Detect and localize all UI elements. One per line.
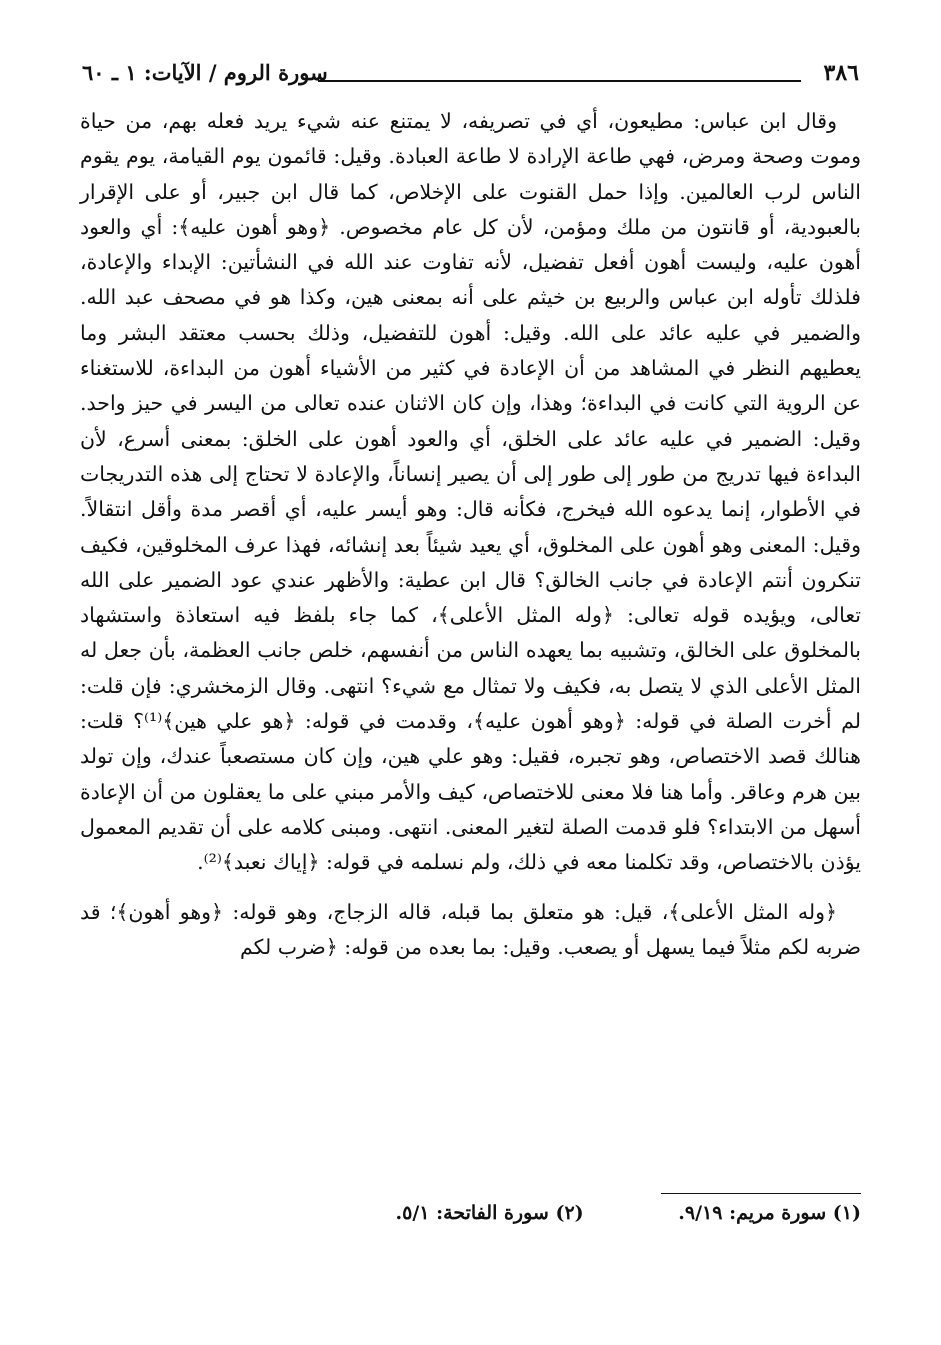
header-rule — [318, 80, 801, 82]
running-title: سورة الروم / الآيات: ١ ـ ٦٠ — [82, 60, 328, 85]
footnote-1: (١) سورة مريم: ٩/١٩. — [678, 1202, 861, 1224]
page-header — [82, 58, 859, 94]
footnotes — [80, 1202, 861, 1224]
footnote-2: (٢) سورة الفاتحة: ٥/١. — [395, 1202, 584, 1224]
paragraph-2: ﴿وله المثل الأعلى﴾، قيل: هو متعلق بما قبله، قاله الزجاج، وهو قوله: ﴿وهو أهون﴾؛ قد ضربه لكم مثلاً فيما يسهل أو يصعب. وقيل: بما بعده من قوله: ﴿ضرب لكم — [80, 899, 861, 959]
footnote-rule — [661, 1193, 861, 1194]
paragraph-1: وقال ابن عباس: مطيعون، أي في تصريفه، لا يمتنع عنه شيء يريد فعله بهم، من حياة وموت وصحة ومرض، فهي طاعة الإرادة لا طاعة العبادة. وقيل: قائمون يوم القيامة، يوم يقوم الناس لرب العالمين. وإذا حمل القنوت على الإخلاص، كما قال ابن جبير، أو على الإقرار بالعبودية، أو قانتون من ملك ومؤمن، لأن كل عام مخصوص. ﴿وهو أهون عليه﴾: أي والعود أهون عليه، وليست أهون أفعل تفضيل، لأنه تفاوت عند الله في النشأتين: الإبداء والإعادة، فلذلك تأوله ابن عباس والربيع بن خيثم على أنه بمعنى هين، وكذا هو في مصحف عبد الله. والضمير في عليه عائد على الله. وقيل: أهون للتفضيل، وذلك بحسب معتقد البشر وما يعطيهم النظر في المشاهد من أن الإعادة في كثير من الأشياء أهون من البداءة، للاستغناء عن الروية التي كانت في البداءة؛ وهذا، وإن كان الاثنان عنده تعالى من اليسر في حيز واحد. وقيل: الضمير في عليه عائد على الخلق، أي والعود أهون على الخلق: بمعنى أسرع، لأن البداءة فيها تدريج من طور إلى طور إلى أن يصير إنساناً، والإعادة لا تحتاج إلى هذه التدريجات في الأطوار، إنما يدعوه الله فيخرج، فكأنه قال: وهو أيسر عليه، أي أقصر مدة وأقل انتقالاً. وقيل: المعنى وهو أهون على المخلوق، أي يعيد شيئاً بعد إنشائه، فهذا عرف المخلوقين، فكيف تنكرون أنتم الإعادة في جانب الخالق؟ قال ابن عطية: والأظهر عندي عود الضمير على الله تعالى، ويؤيده قوله تعالى: ﴿وله المثل الأعلى﴾، كما جاء بلفظ فيه استعاذة واستشهاد بالمخلوق على الخالق، وتشبيه بما يعهده الناس من أنفسهم، خلص جانب العظمة، بأن جعل له المثل الأعلى الذي لا يتصل به، فكيف ولا تمثال مع شيء؟ انتهى. وقال الزمخشري: فإن قلت: لم أخرت الصلة في قوله: ﴿وهو أهون عليه﴾، وقدمت في قوله: ﴿هو علي هين﴾⁽¹⁾؟ قلت: هنالك قصد الاختصاص، وهو تجبره، فقيل: وهو علي هين، وإن كان مستصعباً عندك، وإن تولد بين هرم وعاقر. وأما هنا فلا معنى للاختصاص، كيف والأمر مبني على ما يعقلون من أن الإعادة أسهل من الابتداء؟ فلو قدمت الصلة لتغير المعنى. انتهى. ومبنى كلامه على أن تقديم المعمول يؤذن بالاختصاص، وقد تكلمنا معه في ذلك، ولم نسلمه في قوله: ﴿إياك نعبد﴾⁽²⁾. — [80, 109, 861, 875]
body-text — [80, 104, 861, 965]
page-number: ٣٨٦ — [823, 60, 859, 86]
